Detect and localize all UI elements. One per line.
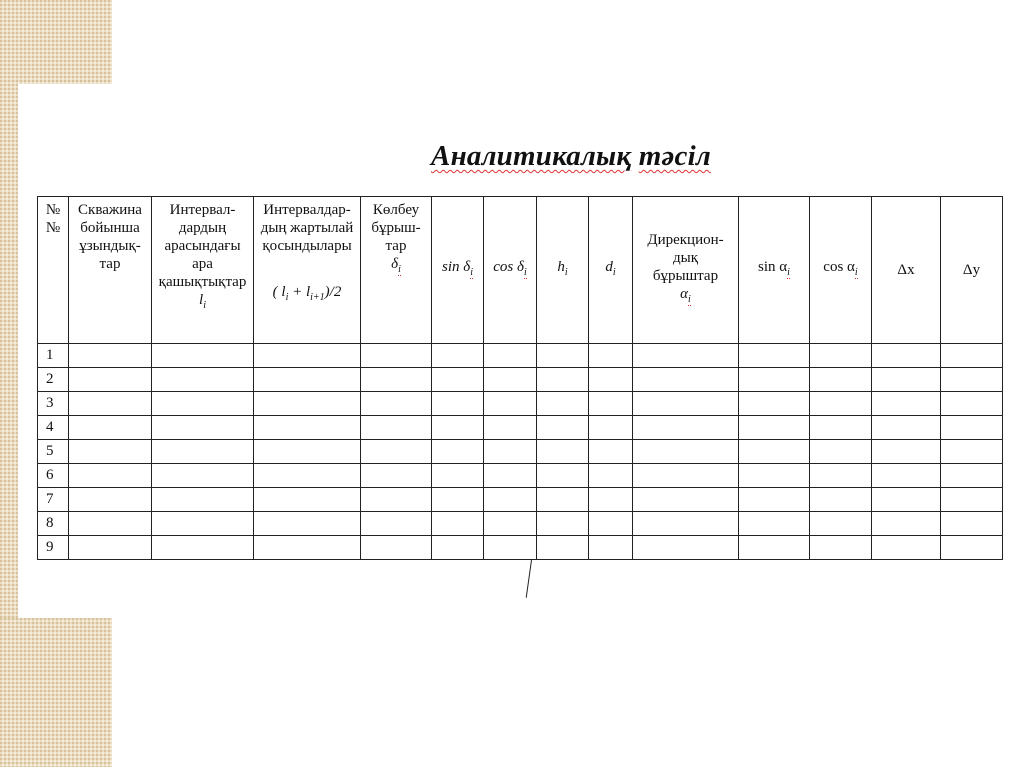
header-line: дардың — [178, 220, 227, 236]
header-sub: i — [787, 267, 790, 278]
table-cell — [254, 512, 361, 536]
symbol-sub: i — [688, 294, 691, 305]
header-line: тар — [99, 256, 121, 272]
header-d — [589, 197, 633, 344]
table-cell — [484, 488, 537, 512]
table-cell — [941, 440, 1003, 464]
header-h — [537, 197, 589, 344]
table-cell — [432, 488, 484, 512]
table-cell — [941, 464, 1003, 488]
table-cell — [69, 440, 152, 464]
table-cell — [739, 392, 810, 416]
table-row — [38, 368, 1003, 392]
table-cell — [872, 488, 941, 512]
table-cell — [361, 464, 432, 488]
row-number: 4 — [38, 416, 69, 440]
table-cell — [254, 464, 361, 488]
table-cell — [432, 416, 484, 440]
table-cell — [810, 416, 872, 440]
title-word-2: тәсіл — [638, 140, 711, 172]
table-cell — [537, 536, 589, 560]
table-cell — [254, 440, 361, 464]
row-number: 5 — [38, 440, 69, 464]
header-line: қашықтықтар — [158, 274, 247, 290]
header-cos-alpha — [810, 197, 872, 344]
table-cell — [361, 344, 432, 368]
table-cell — [633, 488, 739, 512]
table-cell — [152, 416, 254, 440]
symbol-sub: i — [398, 264, 401, 275]
table-cell — [810, 488, 872, 512]
table-cell — [69, 512, 152, 536]
table-cell — [484, 512, 537, 536]
symbol-sub: i — [203, 300, 206, 311]
header-interval-distances — [152, 197, 254, 344]
table-cell — [69, 392, 152, 416]
table-cell — [810, 440, 872, 464]
header-text: cos δ — [493, 259, 524, 275]
header-line: Интервалдар- — [263, 202, 351, 218]
table-cell — [361, 392, 432, 416]
row-number: 6 — [38, 464, 69, 488]
table-cell — [537, 488, 589, 512]
table-row — [38, 344, 1003, 368]
table-cell — [739, 416, 810, 440]
table-row — [38, 416, 1003, 440]
table-cell — [739, 440, 810, 464]
header-line: Скважина — [78, 202, 142, 218]
table-cell — [432, 344, 484, 368]
header-sin-alpha — [739, 197, 810, 344]
title-word-1: Аналитикалық — [431, 140, 632, 172]
table-cell — [589, 344, 633, 368]
table-cell — [941, 488, 1003, 512]
table-cell — [69, 464, 152, 488]
header-sub: i — [564, 267, 568, 278]
data-table — [37, 196, 1003, 560]
table-cell — [941, 416, 1003, 440]
table-cell — [69, 536, 152, 560]
table-cell — [941, 368, 1003, 392]
header-symbol — [152, 291, 253, 315]
table-cell — [633, 416, 739, 440]
table-cell — [872, 536, 941, 560]
header-line: қосындылары — [262, 238, 352, 254]
table-cell — [152, 344, 254, 368]
table-cell — [69, 416, 152, 440]
table-cell — [589, 392, 633, 416]
table-cell — [361, 536, 432, 560]
table-cell — [589, 488, 633, 512]
table-cell — [69, 368, 152, 392]
header-sin-delta — [432, 197, 484, 344]
header-directional-angles — [633, 197, 739, 344]
table-cell — [537, 392, 589, 416]
table-cell — [484, 368, 537, 392]
table-cell — [633, 344, 739, 368]
header-inclination-angles — [361, 197, 432, 344]
header-line: Көлбеу — [372, 202, 420, 218]
table-cell — [810, 392, 872, 416]
table-cell — [432, 512, 484, 536]
header-formula — [254, 283, 360, 307]
table-cell — [432, 464, 484, 488]
row-number: 1 — [38, 344, 69, 368]
formula-sub: i+1 — [310, 292, 325, 303]
table-cell — [872, 464, 941, 488]
table-cell — [872, 440, 941, 464]
table-row — [38, 488, 1003, 512]
symbol-main: α — [680, 286, 689, 302]
table-cell — [739, 368, 810, 392]
header-line: бұрыштар — [652, 268, 719, 284]
table-cell — [69, 344, 152, 368]
table-cell — [941, 536, 1003, 560]
table-cell — [361, 512, 432, 536]
table-cell — [941, 344, 1003, 368]
row-number: 3 — [38, 392, 69, 416]
table-cell — [941, 392, 1003, 416]
header-symbol — [361, 255, 431, 279]
table-cell — [69, 488, 152, 512]
header-sub: i — [854, 267, 858, 278]
table-cell — [872, 392, 941, 416]
formula-part: )/2 — [324, 284, 342, 300]
table-cell — [361, 488, 432, 512]
table-cell — [254, 488, 361, 512]
table-cell — [361, 368, 432, 392]
table-cell — [537, 440, 589, 464]
table-row — [38, 536, 1003, 560]
header-line: бойынша — [80, 220, 140, 236]
table-cell — [254, 392, 361, 416]
table-cell — [739, 536, 810, 560]
table-cell — [484, 416, 537, 440]
table-cell — [484, 344, 537, 368]
table-cell — [872, 368, 941, 392]
table-cell — [152, 464, 254, 488]
header-well-lengths — [69, 197, 152, 344]
header-symbol — [633, 285, 738, 309]
table-cell — [589, 440, 633, 464]
table-cell — [432, 440, 484, 464]
table-row — [38, 392, 1003, 416]
table-cell — [810, 344, 872, 368]
slide-title — [0, 140, 1024, 173]
header-delta-x — [872, 197, 941, 344]
header-line: Интервал- — [169, 202, 236, 218]
table-cell — [633, 368, 739, 392]
table-cell — [254, 416, 361, 440]
header-text: d — [605, 259, 613, 275]
header-cos-delta — [484, 197, 537, 344]
table-cell — [810, 368, 872, 392]
table-cell — [633, 536, 739, 560]
table-cell — [810, 536, 872, 560]
table-cell — [254, 536, 361, 560]
header-number — [38, 197, 69, 344]
table-row — [38, 440, 1003, 464]
header-line: дық — [673, 250, 698, 266]
table-row — [38, 512, 1003, 536]
table-cell — [152, 488, 254, 512]
header-sub: i — [470, 267, 473, 278]
header-line: ара — [192, 256, 213, 272]
table-cell — [872, 416, 941, 440]
table-cell — [537, 344, 589, 368]
table-cell — [484, 464, 537, 488]
table-cell — [152, 368, 254, 392]
table-cell — [941, 512, 1003, 536]
header-line: арасындағы — [164, 238, 241, 254]
table-cell — [872, 344, 941, 368]
table-cell — [633, 464, 739, 488]
header-text: h — [557, 259, 565, 275]
table-cell — [152, 536, 254, 560]
table-cell — [484, 392, 537, 416]
table-cell — [361, 416, 432, 440]
header-line: ұзындық- — [79, 238, 141, 254]
row-number: 2 — [38, 368, 69, 392]
table-cell — [739, 488, 810, 512]
table-cell — [152, 440, 254, 464]
formula-part: + l — [288, 284, 311, 300]
table-cell — [537, 368, 589, 392]
table-cell — [589, 464, 633, 488]
table-row — [38, 464, 1003, 488]
table-cell — [633, 440, 739, 464]
table-cell — [361, 440, 432, 464]
table-cell — [872, 512, 941, 536]
header-text: cos α — [823, 259, 855, 275]
table-cell — [432, 368, 484, 392]
header-delta-y — [941, 197, 1003, 344]
row-number: 8 — [38, 512, 69, 536]
row-number: 9 — [38, 536, 69, 560]
table-cell — [739, 344, 810, 368]
table-cell — [739, 464, 810, 488]
header-text: Δy — [962, 262, 981, 278]
table-cell — [633, 392, 739, 416]
table-cell — [739, 512, 810, 536]
table-cell — [537, 512, 589, 536]
header-text: sin α — [758, 259, 788, 275]
table-cell — [484, 536, 537, 560]
row-number: 7 — [38, 488, 69, 512]
table-cell — [254, 344, 361, 368]
table-cell — [537, 464, 589, 488]
header-number-line2: № — [45, 220, 61, 236]
header-line: бұрыш- — [371, 220, 421, 236]
header-line: тар — [385, 238, 407, 254]
table-cell — [633, 512, 739, 536]
table-cell — [810, 464, 872, 488]
table-cell — [589, 416, 633, 440]
header-sub: i — [523, 267, 527, 278]
header-line: Дирекцион- — [647, 232, 724, 248]
header-text: Δx — [897, 262, 915, 278]
table-cell — [432, 536, 484, 560]
header-interval-half-sums — [254, 197, 361, 344]
table-header-row — [38, 197, 1003, 344]
table-cell — [810, 512, 872, 536]
table-cell — [589, 512, 633, 536]
symbol-main: δ — [391, 256, 399, 272]
table-cell — [254, 368, 361, 392]
background-texture-bottom — [0, 618, 112, 767]
header-line: дың жартылай — [260, 220, 354, 236]
formula-part: ( l — [272, 284, 286, 300]
header-text: sin δ — [441, 259, 471, 275]
table-cell — [537, 416, 589, 440]
table-cell — [152, 512, 254, 536]
header-sub: i — [612, 267, 616, 278]
table-cell — [152, 392, 254, 416]
header-number-line1: № — [45, 202, 61, 218]
table-cell — [432, 392, 484, 416]
table-cell — [589, 536, 633, 560]
table-cell — [589, 368, 633, 392]
table-cell — [484, 440, 537, 464]
background-texture-top — [0, 0, 112, 84]
formula-sub: i — [285, 292, 289, 303]
table-body — [38, 344, 1003, 560]
symbol-main: l — [199, 292, 204, 308]
